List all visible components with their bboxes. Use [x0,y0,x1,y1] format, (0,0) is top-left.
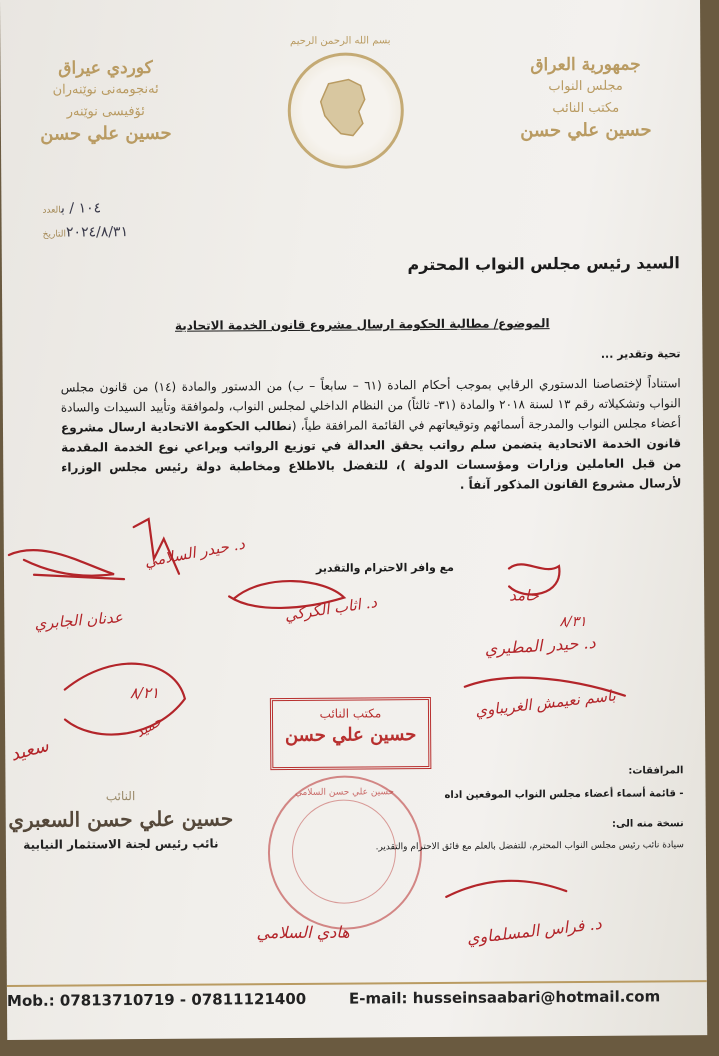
handwritten-date-2: ٨/٢١ [129,683,160,703]
signature-scribble [446,880,566,897]
handwritten-basim: باسم نعيمش الغريباوي [474,686,617,721]
basmala: بسم الله الرحمن الرحيم [289,35,391,47]
handwritten-hamid: حميد [132,712,166,742]
attachments-item: - قائمة أسماء أعضاء مجلس النواب الموقعين اداه [444,788,684,801]
signatory-title: النائب [105,789,136,804]
subject-text: الموضوع/ مطالبة الحكومة ارسال مشروع قانون الخدمة الاتحادية [174,316,550,333]
letterhead-right-line-2: مجلس النواب [548,78,623,95]
letterhead-left-line-2: ئەنجومەنی نوێنەران [52,81,159,98]
handwritten-adnan: عدنان الجابري [33,608,124,633]
body-part-1: استناداً لإختصاصنا الدستوري الرقابي بموجب أحكام المادة (٦١ – سابعاً – ب) من الدستور والمادة (١٤) من قانون مجلس النواب وتشكيلاته رقم ١٣ لسنة ٢٠١٨ والمادة (٣١- ثالثاً) من النظام الداخلي لمجلس النواب، ولموافقة وتأييد السيدات والسادة أعضاء مجلس النواب والمدرجة أسمائهم وتوقيعاتهم في القائمة المرافقة طياً، ( [60,376,682,433]
cc-item: سيادة نائب رئيس مجلس النواب المحترم، للتفضل بالعلم مع فائق الاحترام والتقدير. [375,840,684,853]
handwritten-firas: د. فراس المسلماوي [465,913,603,948]
signatory-role: نائب رئيس لجنة الاستثمار النيابية [23,836,219,852]
ref-date-label: التاريخ [42,229,67,240]
handwritten-hala: هادي السلامي [256,922,350,943]
letterhead-left-line-3: ئۆفیسی نوێنەر [66,103,145,120]
handwritten-athab: د. اثاب الكركي [283,593,379,625]
ref-date: ٢٠٢٤/٨/٣١ [65,224,129,241]
letterhead-left-line-4: حسين علي حسن [40,122,172,145]
closing: مع وافر الاحترام والتقدير [315,560,455,575]
cc-heading: نسخة منه الى: [611,818,684,830]
office-stamp-line-2: حسين علي حسن [284,724,417,747]
greeting: تحية وتقدير ... [600,347,681,361]
handwritten-haider-mutairi: د. حيدر المطيري [484,632,597,659]
handwritten-haider-salami: د. حيدر السلامي [143,534,247,571]
signatory-name: حسين علي حسن السعبري [8,806,234,832]
letterhead-right-line-3: مكتب النائب [552,100,620,117]
round-seal-text: حسين علي حسن السلامي [295,787,395,798]
handwritten-date-1: ٨/٣١ [559,613,587,631]
ref-number: ١٠٤ / ب [60,200,102,217]
footer-email: E-mail: husseinsaabari@hotmail.com [348,987,661,1008]
office-stamp-line-1: مكتب النائب [319,706,382,721]
body-part-2: )، للتفضل بالاطلاع ومخاطبة دولة رئيس مجلس الوزراء لأرسال مشروع القانون المذكور آنفاً . [61,458,682,492]
signature-scribble [9,549,124,579]
attachments-heading: المرافقات: [628,765,684,777]
addressee: السيد رئيس مجلس النواب المحترم [407,253,680,275]
handwritten-saeed: سعيد [8,735,51,766]
ref-number-label: العدد [42,205,62,216]
letterhead-left-line-1: كوردي عيراق [58,57,153,79]
footer-phone: Mob.: 07813710719 - 07811121400 [6,989,307,1010]
letterhead-right-line-1: جمهورية العراق [530,54,641,76]
handwritten-hamad: حامد [509,586,539,605]
signature-scribble [65,663,185,735]
body-demand: نطالب الحكومة الاتحادية ارسال مشروع قانون الخدمة الاتحادية يتضمن سلم رواتب يحقق العدالة في توزيع الرواتب ويراعي نوع الخدمة المقدمة من قبل العاملين وزارات ومؤسسات الدولة [60,418,682,473]
letterhead-right-line-4: حسين علي حسن [520,119,652,142]
